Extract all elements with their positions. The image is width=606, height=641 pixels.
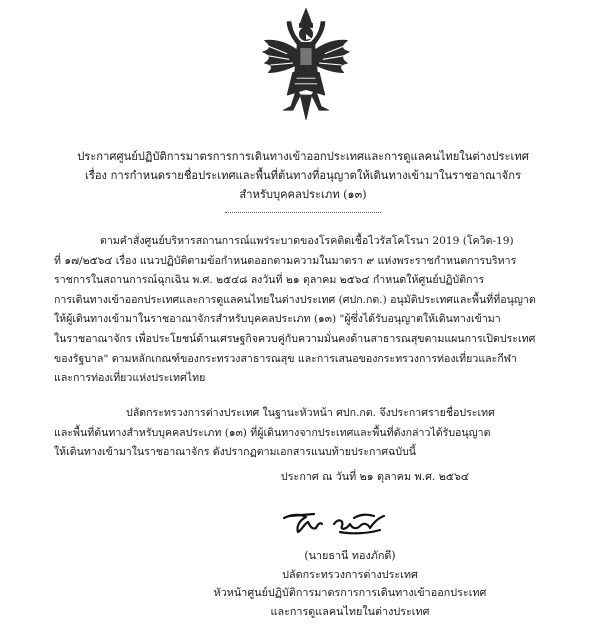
- title-line: เรื่อง การกำหนดรายชื่อประเทศและพื้นที่ต้นทางที่อนุญาตให้เดินทางเข้ามาในราชอาณาจักร: [85, 169, 521, 182]
- announcement-date: ประกาศ ณ วันที่ ๒๑ ตุลาคม พ.ศ. ๒๕๖๔: [280, 470, 470, 483]
- paragraph-line: ของรัฐบาล" ตามหลักเกณฑ์ของกระทรวงสาธารณสุข และการเสนอของกระทรวงการท่องเที่ยวและกีฬา: [54, 352, 517, 365]
- body-paragraph-2: [54, 404, 566, 463]
- title-line: สำหรับบุคคลประเภท (๑๓): [239, 188, 367, 201]
- body-paragraph-1: [54, 232, 566, 389]
- title-line: ประกาศศูนย์ปฏิบัติการมาตรการการเดินทางเข้าออกประเทศและการดูแลคนไทยในต่างประเทศ: [77, 150, 529, 163]
- paragraph-line: และพื้นที่ต้นทางสำหรับบุคคลประเภท (๑๓) ที่ผู้เดินทางจากประเทศและพื้นที่ดังกล่าวได้รับอนุญาต: [54, 426, 491, 439]
- signer-name: (นายธานี ทองภักดี): [304, 549, 396, 562]
- paragraph-line: ให้ผู้เดินทางเข้ามาในราชอาณาจักรสำหรับบุคคลประเภท (๑๓) "ผู้ซึ่งได้รับอนุญาตให้เดินทางเข้ามา: [54, 313, 501, 326]
- paragraph-line: และการท่องเที่ยวแห่งประเทศไทย: [54, 372, 206, 385]
- signer-block: [150, 547, 550, 621]
- paragraph-line: ที่ ๑๗/๒๕๖๔ เรื่อง แนวปฏิบัติตามข้อกำหนดออกตามความในมาตรา ๙ แห่งพระราชกำหนดการบริหาร: [54, 254, 517, 267]
- paragraph-line: ตามคำสั่งศูนย์บริหารสถานการณ์แพร่ระบาดของโรคติดเชื้อไวรัสโคโรนา 2019 (โควิด-19): [100, 235, 514, 247]
- handwritten-signature-icon: [280, 508, 390, 538]
- signer-role-line: หัวหน้าศูนย์ปฏิบัติการมาตรการการเดินทางเข้าออกประเทศ: [213, 586, 487, 599]
- document-title: [20, 147, 586, 204]
- paragraph-line: ให้เดินทางเข้ามาในราชอาณาจักร ดังปรากฏตามเอกสารแนบท้ายประกาศฉบับนี้: [54, 446, 417, 459]
- paragraph-line: การเดินทางเข้าออกประเทศและการดูแลคนไทยในต่างประเทศ (ศปก.กต.) อนุมัติประเทศและพื้นที่ที่อนุญาต: [54, 293, 536, 306]
- title-divider: [225, 212, 381, 213]
- paragraph-line: ในราชอาณาจักร เพื่อประโยชน์ด้านเศรษฐกิจควบคู่กับความมั่นคงด้านสาธารณสุขตามแผนการเปิดประเทศ: [54, 332, 536, 345]
- signer-position: ปลัดกระทรวงการต่างประเทศ: [282, 567, 418, 581]
- paragraph-line: ราชการในสถานการณ์ฉุกเฉิน พ.ศ. ๒๕๔๘ ลงวันที่ ๒๑ ตุลาคม ๒๕๖๔ กำหนดให้ศูนย์ปฏิบัติการ: [54, 274, 485, 287]
- paragraph-line: ปลัดกระทรวงการต่างประเทศ ในฐานะหัวหน้า ศปก.กต. จึงประกาศรายชื่อประเทศ: [126, 407, 495, 419]
- garuda-emblem-icon: [259, 6, 353, 124]
- signer-role-line: และการดูแลคนไทยในต่างประเทศ: [270, 604, 430, 618]
